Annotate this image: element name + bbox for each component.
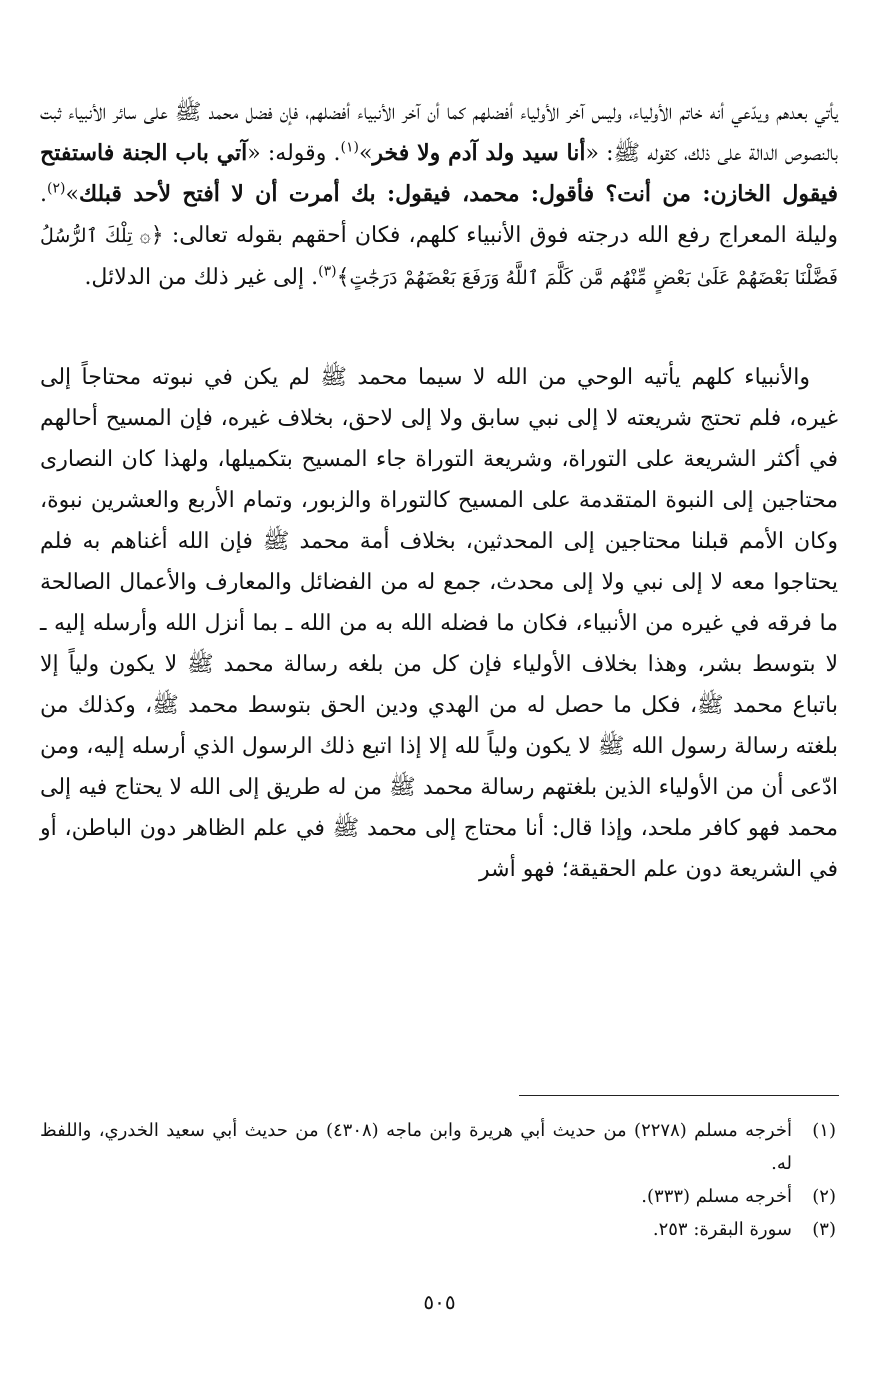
- footnote-1: [40, 1114, 836, 1180]
- footnote-text: أخرجه مسلم (٢٢٧٨) من حديث أبي هريرة وابن ماجه (٤٣٠٨) من حديث أبي سعيد الخدري، واللفظ له.: [40, 1120, 792, 1174]
- quran-bracket-close: ﴾: [336, 265, 350, 290]
- quran-verse: ۞ تِلْكَ ٱلرُّسُلُ فَضَّلْنَا بَعْضَهُمْ عَلَىٰ بَعْضٍ مِّنْهُم مَّن كَلَّمَ ٱللَّهُ وَرَفَعَ بَعْضَهُمْ دَرَجَٰتٍ: [40, 225, 838, 289]
- footnote-number: (٢): [812, 1186, 836, 1207]
- footnote-3: [40, 1213, 836, 1246]
- footnotes: [40, 1114, 836, 1246]
- footnote-number: (١): [812, 1120, 836, 1141]
- footnote-2: [40, 1180, 836, 1213]
- paragraph-1: [40, 92, 838, 299]
- paragraph-1-text-1: يأتي بعدهم ويدّعي أنه خاتم الأولياء، وليس آخر الأولياء أفضلهم كما أن آخر الأنبياء أفضلهم، فإن فضل محمد ﷺ على سائر الأنبياء ثبت بالنصوص الدالة على ذلك، كقوله ﷺ: «: [40, 100, 838, 166]
- paragraph-2: والأنبياء كلهم يأتيه الوحي من الله لا سيما محمد ﷺ لم يكن في نبوته محتاجاً إلى غيره، فلم تحتج شريعته لا إلى نبي سابق ولا إلى لاحق، بخلاف غيره، فإن المسيح أحالهم في أكثر الشريعة على التوراة، وشريعة التوراة جاء المسيح بتكميلها، ولهذا كان النصارى محتاجين إلى النبوة المتقدمة على المسيح كالتوراة والزبور، وتمام الأربع والعشرين نبوة، وكان الأمم قبلنا محتاجين إلى المحدثين، بخلاف أمة محمد ﷺ فإن الله أغناهم به فلم يحتاجوا معه لا إلى نبي ولا إلى محدث، جمع له من الفضائل والمعارف والأعمال الصالحة ما فرقه في غيره من الأنبياء، فكان ما فضله الله به من الله ـ بما أنزل الله وأرسله إليه ـ لا بتوسط بشر، وهذا بخلاف الأولياء فإن كل من بلغه رسالة محمد ﷺ لا يكون ولياً إلا باتباع محمد ﷺ، فكل ما حصل له من الهدي ودين الحق بتوسط محمد ﷺ، وكذلك من بلغته رسالة رسول الله ﷺ لا يكون ولياً لله إلا إذا اتبع ذلك الرسول الذي أرسله إليه، ومن ادّعى أن من الأولياء الذين بلغتهم رسالة محمد ﷺ من له طريق إلى الله لا يحتاج فيه إلى محمد فهو كافر ملحد، وإذا قال: أنا محتاج إلى محمد ﷺ في علم الظاهر دون الباطن، أو في الشريعة دون علم الحقيقة؛ فهو أشر: [40, 365, 838, 882]
- footnote-text: أخرجه مسلم (٣٣٣).: [641, 1186, 792, 1207]
- hadith-1: أنا سيد ولد آدم ولا فخر: [372, 140, 586, 166]
- page-number: ٥٠٥: [423, 1290, 456, 1314]
- quote-close-1: »: [358, 141, 373, 166]
- quote-close-2: »: [65, 182, 79, 207]
- paragraph-1-text-4: . إلى غير ذلك من الدلائل.: [84, 265, 319, 290]
- footnote-ref-2[interactable]: (٢): [47, 180, 66, 197]
- hadith-2: آتي باب الجنة فاستفتح فيقول الخازن: من أنت؟ فأقول: محمد، فيقول: بك أمرت أن لا أفتح لأحد قبلك: [40, 140, 838, 207]
- footnote-ref-1[interactable]: (١): [340, 139, 359, 156]
- page-body: [40, 92, 838, 890]
- footnote-number: (٣): [812, 1219, 836, 1240]
- footnote-text: سورة البقرة: ٢٥٣.: [652, 1219, 792, 1240]
- paragraph-1-text-2: . وقوله: «: [247, 141, 341, 166]
- footnote-divider: [519, 1095, 839, 1096]
- footnote-ref-3[interactable]: (٣): [318, 263, 337, 280]
- paragraph-1-text-3: . وليلة المعراج رفع الله درجته فوق الأنبياء كلهم، فكان أحقهم بقوله تعالى: ﴿: [40, 182, 838, 248]
